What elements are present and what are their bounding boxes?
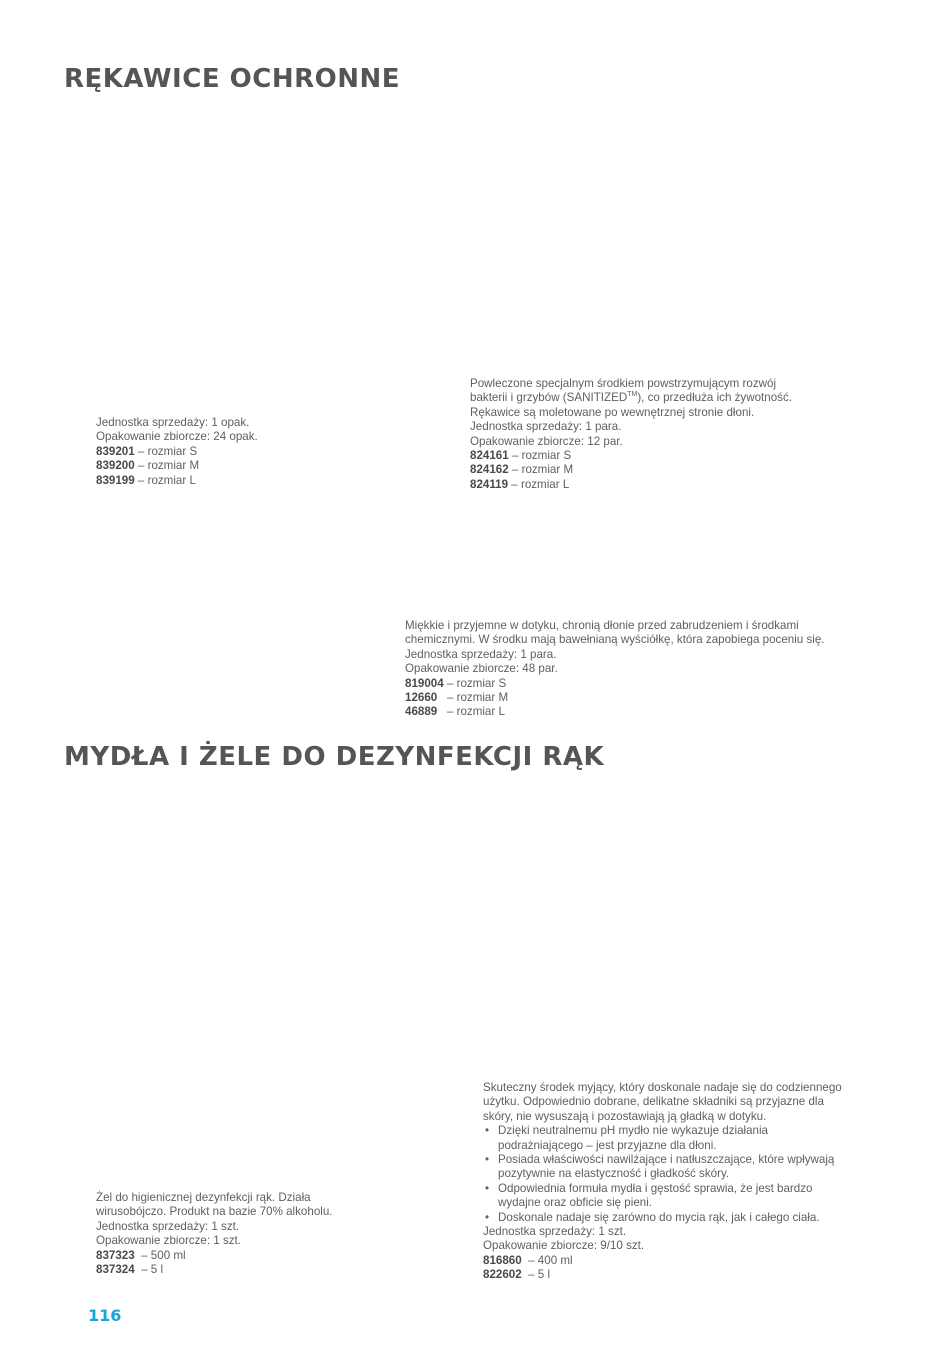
product-variant: – rozmiar M [437, 691, 509, 705]
product-block-soap [483, 1081, 843, 1283]
product-code-line [483, 1254, 843, 1268]
product-description: Powleczone specjalnym środkiem powstrzymującym rozwój [470, 377, 777, 390]
product-code: 824162 [470, 463, 509, 477]
product-code: 824161 [470, 449, 509, 463]
product-code-line [405, 677, 825, 691]
feature-item: • Doskonale nadaje się zarówno do mycia rąk, jak i całego ciała. [483, 1211, 843, 1225]
sales-unit: Jednostka sprzedaży: 1 para. [405, 647, 557, 661]
product-code-line [405, 691, 825, 705]
product-code-line [483, 1268, 843, 1282]
product-code: 837323 [96, 1248, 135, 1262]
product-code-line [470, 449, 810, 463]
bulk-package: Opakowanie zbiorcze: 1 szt. [96, 1234, 241, 1248]
bulk-package: Opakowanie zbiorcze: 12 par. [470, 434, 623, 448]
product-description: Skuteczny środek myjący, który doskonale nadaje się do codziennego użytku. Odpowiednio dobrane, delikatne składniki są przyjazne dla skóry, nie wysuszają i pozostawiają ją gładką w dotyku. [483, 1081, 842, 1123]
product-code-line [405, 705, 825, 719]
feature-item: • Posiada właściwości nawilżające i natłuszczające, które wpływają pozytywnie na elastyczność i gładkość skóry. [483, 1153, 843, 1182]
product-variant: – rozmiar M [134, 459, 200, 473]
product-code: 12660 [405, 691, 438, 705]
sales-unit: Jednostka sprzedaży: 1 szt. [483, 1225, 627, 1239]
section-title-gloves: RĘKAWICE OCHRONNE [64, 64, 400, 94]
product-code-line [96, 1263, 356, 1277]
product-variant: – rozmiar M [508, 463, 574, 477]
product-variant: – rozmiar L [437, 705, 505, 719]
trademark-sup: TM [627, 391, 638, 399]
bulk-package: Opakowanie zbiorcze: 48 par. [405, 662, 558, 676]
product-variant: – rozmiar L [134, 473, 196, 487]
product-code: 816860 [483, 1253, 522, 1267]
product-block-gel [96, 1191, 356, 1277]
section-title-soaps: MYDŁA I ŻELE DO DEZYNFEKCJI RĄK [64, 742, 605, 772]
feature-list [483, 1124, 843, 1225]
sales-unit: Jednostka sprzedaży: 1 opak. [96, 416, 250, 429]
product-variant: – 5 l [521, 1268, 551, 1282]
product-code-line [96, 459, 376, 473]
product-variant: – 5 l [134, 1263, 164, 1277]
product-variant: – 400 ml [521, 1253, 573, 1267]
product-code: 837324 [96, 1263, 135, 1277]
product-variant: – 500 ml [134, 1248, 186, 1262]
product-code-line [470, 463, 810, 477]
product-code: 839199 [96, 473, 135, 487]
sales-unit: Jednostka sprzedaży: 1 para. [470, 420, 622, 434]
product-code-line [96, 1249, 356, 1263]
product-code: 819004 [405, 676, 444, 690]
product-description: Miękkie i przyjemne w dotyku, chronią dłonie przed zabrudzeniem i środkami chemicznymi. W środku mają bawełnianą wyściółkę, która zapobiega poceniu się. [405, 619, 825, 647]
product-block-gloves-2 [470, 377, 810, 492]
product-code: 46889 [405, 705, 438, 719]
product-description: Żel do higienicznej dezynfekcji rąk. Działa wirusobójczo. Produkt na bazie 70% alkoholu. [96, 1191, 333, 1219]
product-code: 839201 [96, 444, 135, 458]
product-variant: – rozmiar S [443, 676, 507, 690]
description-text: ), co przedłuża ich żywotność. [637, 391, 792, 405]
product-code: 839200 [96, 459, 135, 473]
product-code: 824119 [470, 477, 509, 491]
feature-item: • Dzięki neutralnemu pH mydło nie wykazuje działania podrażniającego – jest przyjazne dla dłoni. [483, 1124, 843, 1153]
bulk-package: Opakowanie zbiorcze: 9/10 szt. [483, 1239, 645, 1253]
product-variant: – rozmiar L [508, 477, 570, 491]
sales-unit: Jednostka sprzedaży: 1 szt. [96, 1219, 240, 1233]
page-number: 116 [88, 1306, 122, 1325]
product-description: Rękawice są moletowane po wewnętrznej stronie dłoni. [470, 405, 755, 419]
product-block-gloves-3 [405, 619, 825, 720]
description-text: bakterii i grzybów (SANITIZED [470, 391, 628, 405]
product-code-line [96, 474, 376, 488]
bulk-package: Opakowanie zbiorcze: 24 opak. [96, 430, 258, 444]
product-code: 822602 [483, 1268, 522, 1282]
product-variant: – rozmiar S [508, 449, 572, 463]
feature-item: • Odpowiednia formuła mydła i gęstość sprawia, że jest bardzo wydajne oraz obficie się pieni. [483, 1182, 843, 1211]
product-description [470, 391, 810, 405]
product-code-line [96, 445, 376, 459]
product-variant: – rozmiar S [134, 444, 198, 458]
product-code-line [470, 478, 810, 492]
product-block-gloves-1 [96, 416, 376, 488]
